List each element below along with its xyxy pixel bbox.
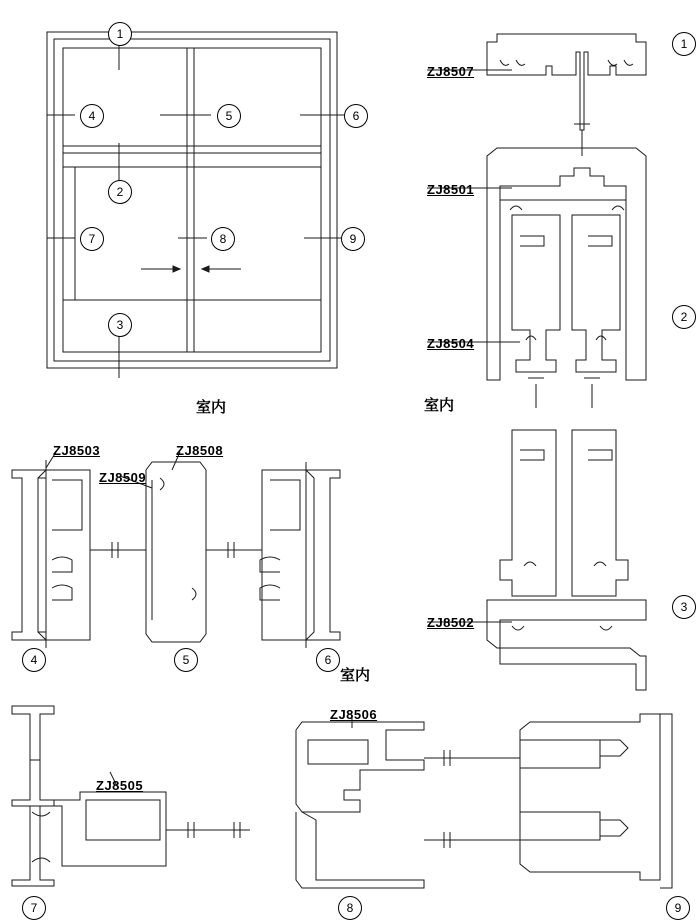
part-code-zj8505: ZJ8505 xyxy=(96,778,144,793)
callout-marker-6[interactable]: 6 xyxy=(344,104,368,128)
section-detail-3 xyxy=(427,430,646,690)
callout-marker-9[interactable]: 9 xyxy=(341,227,365,251)
callout-marker-bot-7[interactable]: 7 xyxy=(22,896,46,920)
part-code-zj8502: ZJ8502 xyxy=(427,615,475,630)
part-code-zj8503: ZJ8503 xyxy=(53,443,101,458)
section-detail-1 xyxy=(427,34,646,156)
part-code-zj8501: ZJ8501 xyxy=(427,182,475,197)
callout-marker-right-3[interactable]: 3 xyxy=(672,595,696,619)
interior-label-section-2: 室内 xyxy=(424,396,455,414)
callout-marker-right-1[interactable]: 1 xyxy=(672,32,696,56)
callout-marker-mid-5[interactable]: 5 xyxy=(174,648,198,672)
part-code-zj8508: ZJ8508 xyxy=(176,443,224,458)
interior-label-elevation: 室内 xyxy=(196,398,227,416)
part-code-zj8506: ZJ8506 xyxy=(330,707,378,722)
interior-label-section-mid: 室内 xyxy=(340,666,371,684)
part-code-zj8509: ZJ8509 xyxy=(99,470,147,485)
callout-marker-4[interactable]: 4 xyxy=(80,104,104,128)
callout-marker-5[interactable]: 5 xyxy=(217,104,241,128)
callout-marker-right-2[interactable]: 2 xyxy=(672,305,696,329)
section-detail-9 xyxy=(520,714,672,888)
callout-marker-mid-6[interactable]: 6 xyxy=(316,648,340,672)
part-code-zj8507: ZJ8507 xyxy=(427,64,475,79)
section-detail-7 xyxy=(12,706,250,886)
callout-marker-bot-8[interactable]: 8 xyxy=(338,896,362,920)
callout-marker-bot-9[interactable]: 9 xyxy=(666,896,690,920)
callout-marker-3[interactable]: 3 xyxy=(108,313,132,337)
window-elevation xyxy=(47,32,345,378)
callout-marker-mid-4[interactable]: 4 xyxy=(22,648,46,672)
section-detail-8 xyxy=(296,716,520,888)
callout-marker-2[interactable]: 2 xyxy=(108,180,132,204)
callout-marker-1[interactable]: 1 xyxy=(108,22,132,46)
section-detail-6 xyxy=(260,462,340,648)
part-code-zj8504: ZJ8504 xyxy=(427,336,475,351)
callout-marker-7[interactable]: 7 xyxy=(80,227,104,251)
callout-marker-8[interactable]: 8 xyxy=(211,227,235,251)
